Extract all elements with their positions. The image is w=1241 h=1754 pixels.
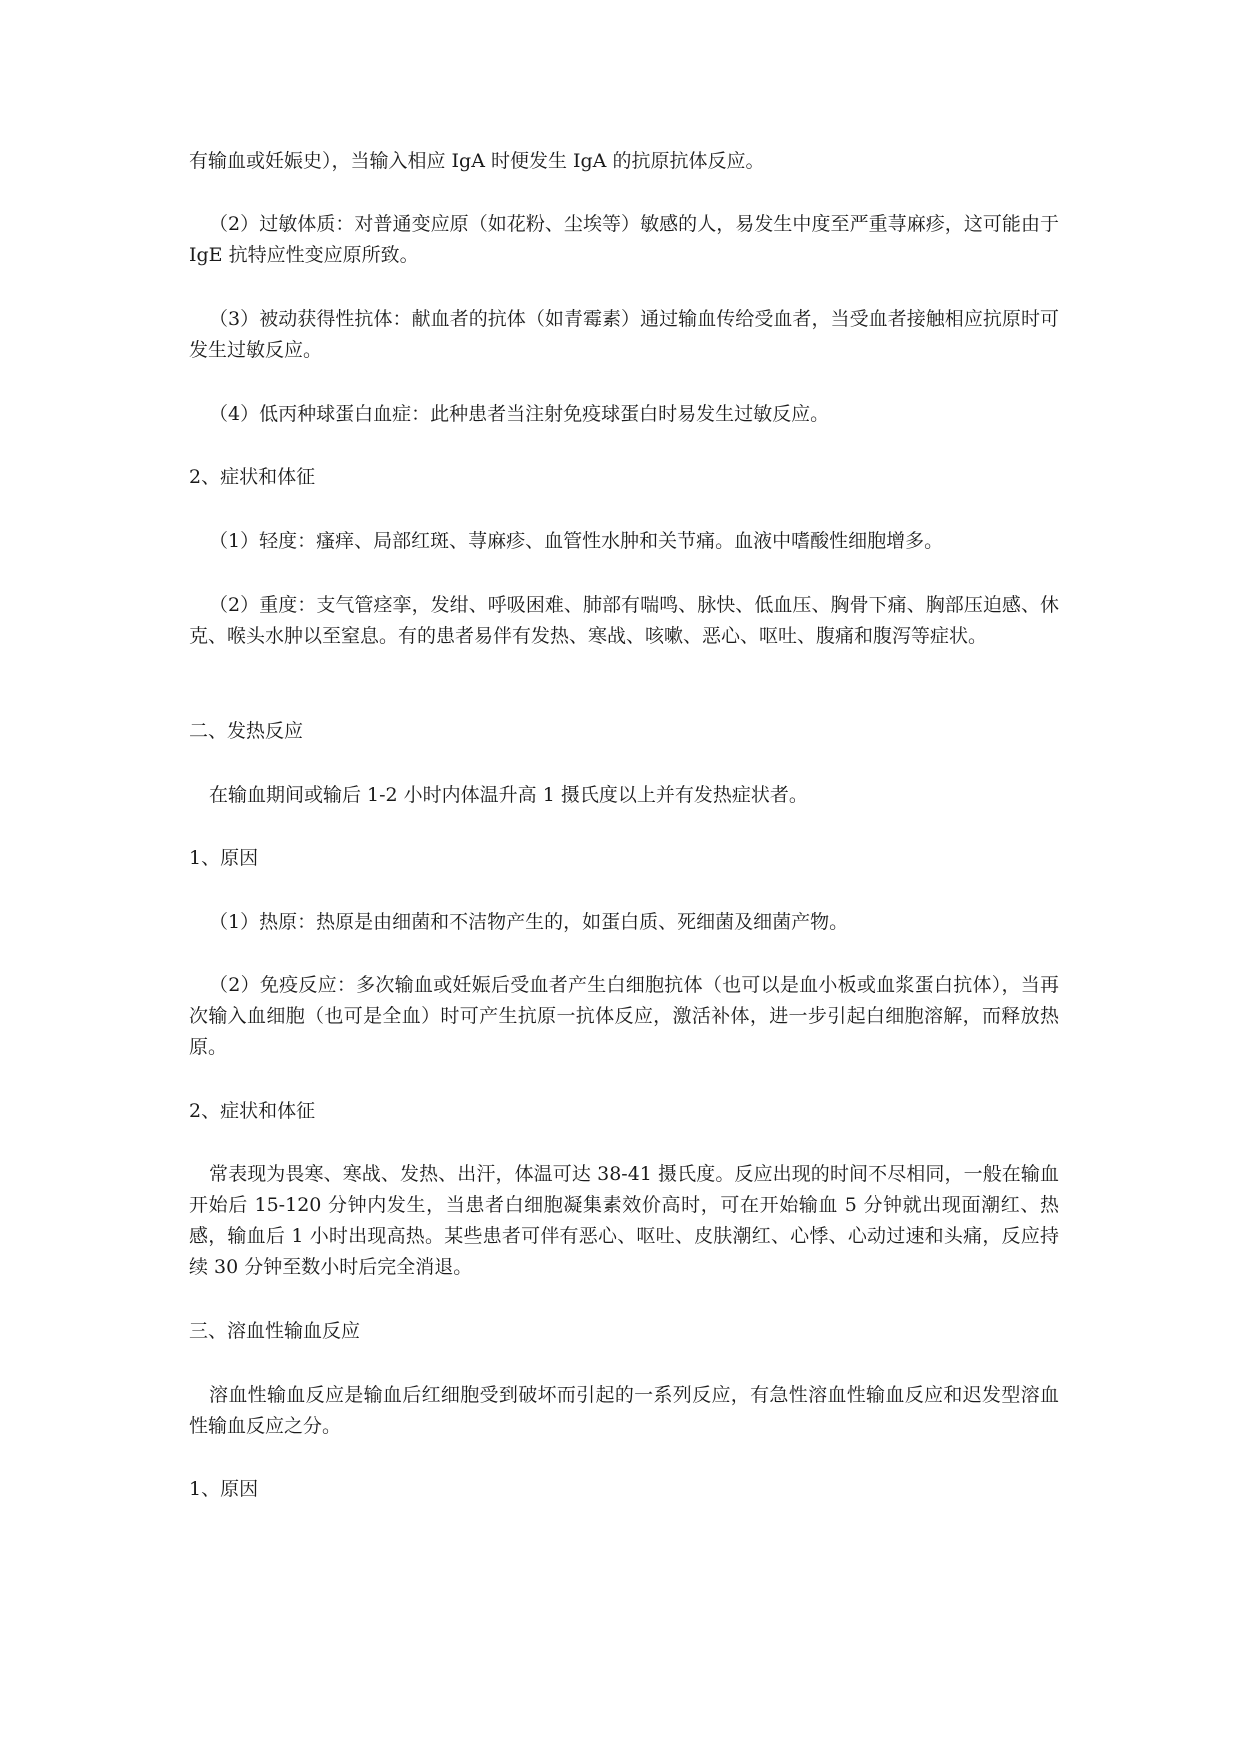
heading-symptoms-signs-2: 2、症状和体征 <box>189 1100 316 1122</box>
paragraph-febrile-symptoms: 常表现为畏寒、寒战、发热、出汗，体温可达 38-41 摄氏度。反应出现的时间不尽相同，一般在输血开始后 15-120 分钟内发生，当患者白细胞凝集素效价高时，可在开始输血 5 分钟就出现面潮红、热感，输血后 1 小时出现高热。某些患者可伴有恶心、呕吐、皮肤潮红、心悸、心动过速和头痛，反应持续 30 分钟至数小时后完全消退。 <box>189 1163 1059 1278</box>
heading-febrile-reaction: 二、发热反应 <box>189 720 304 742</box>
paragraph-hemolytic-definition: 溶血性输血反应是输血后红细胞受到破坏而引起的一系列反应，有急性溶血性输血反应和迟发型溶血性输血反应之分。 <box>189 1384 1059 1437</box>
paragraph-iga-continuation: 有输血或妊娠史），当输入相应 IgA 时便发生 IgA 的抗原抗体反应。 <box>189 150 765 172</box>
paragraph-pyrogen: （1）热原：热原是由细菌和不洁物产生的，如蛋白质、死细菌及细菌产物。 <box>209 911 849 933</box>
paragraph-severe-symptoms: （2）重度：支气管痉挛，发绀、呼吸困难、肺部有喘鸣、脉快、低血压、胸骨下痛、胸部压迫感、休克、喉头水肿以至窒息。有的患者易伴有发热、寒战、咳嗽、恶心、呕吐、腹痛和腹泻等症状。 <box>189 594 1059 647</box>
heading-symptoms-signs-1: 2、症状和体征 <box>189 466 316 488</box>
paragraph-immune-reaction: （2）免疫反应：多次输血或妊娠后受血者产生白细胞抗体（也可以是血小板或血浆蛋白抗体），当再次输入血细胞（也可是全血）时可产生抗原一抗体反应，激活补体，进一步引起白细胞溶解，而释放热原。 <box>189 974 1059 1058</box>
heading-hemolytic-reaction: 三、溶血性输血反应 <box>189 1320 361 1342</box>
paragraph-febrile-definition: 在输血期间或输后 1-2 小时内体温升高 1 摄氏度以上并有发热症状者。 <box>209 784 808 806</box>
paragraph-mild-symptoms: （1）轻度：瘙痒、局部红斑、荨麻疹、血管性水肿和关节痛。血液中嗜酸性细胞增多。 <box>209 530 944 552</box>
paragraph-allergic-constitution: （2）过敏体质：对普通变应原（如花粉、尘埃等）敏感的人，易发生中度至严重荨麻疹，这可能由于 IgE 抗特应性变应原所致。 <box>189 213 1059 266</box>
heading-cause-2: 1、原因 <box>189 1478 259 1500</box>
paragraph-hypogammaglobulinemia: （4）低丙种球蛋白血症：此种患者当注射免疫球蛋白时易发生过敏反应。 <box>209 403 830 425</box>
paragraph-passive-antibody: （3）被动获得性抗体：献血者的抗体（如青霉素）通过输血传给受血者，当受血者接触相应抗原时可发生过敏反应。 <box>189 308 1059 361</box>
heading-cause-1: 1、原因 <box>189 847 259 869</box>
